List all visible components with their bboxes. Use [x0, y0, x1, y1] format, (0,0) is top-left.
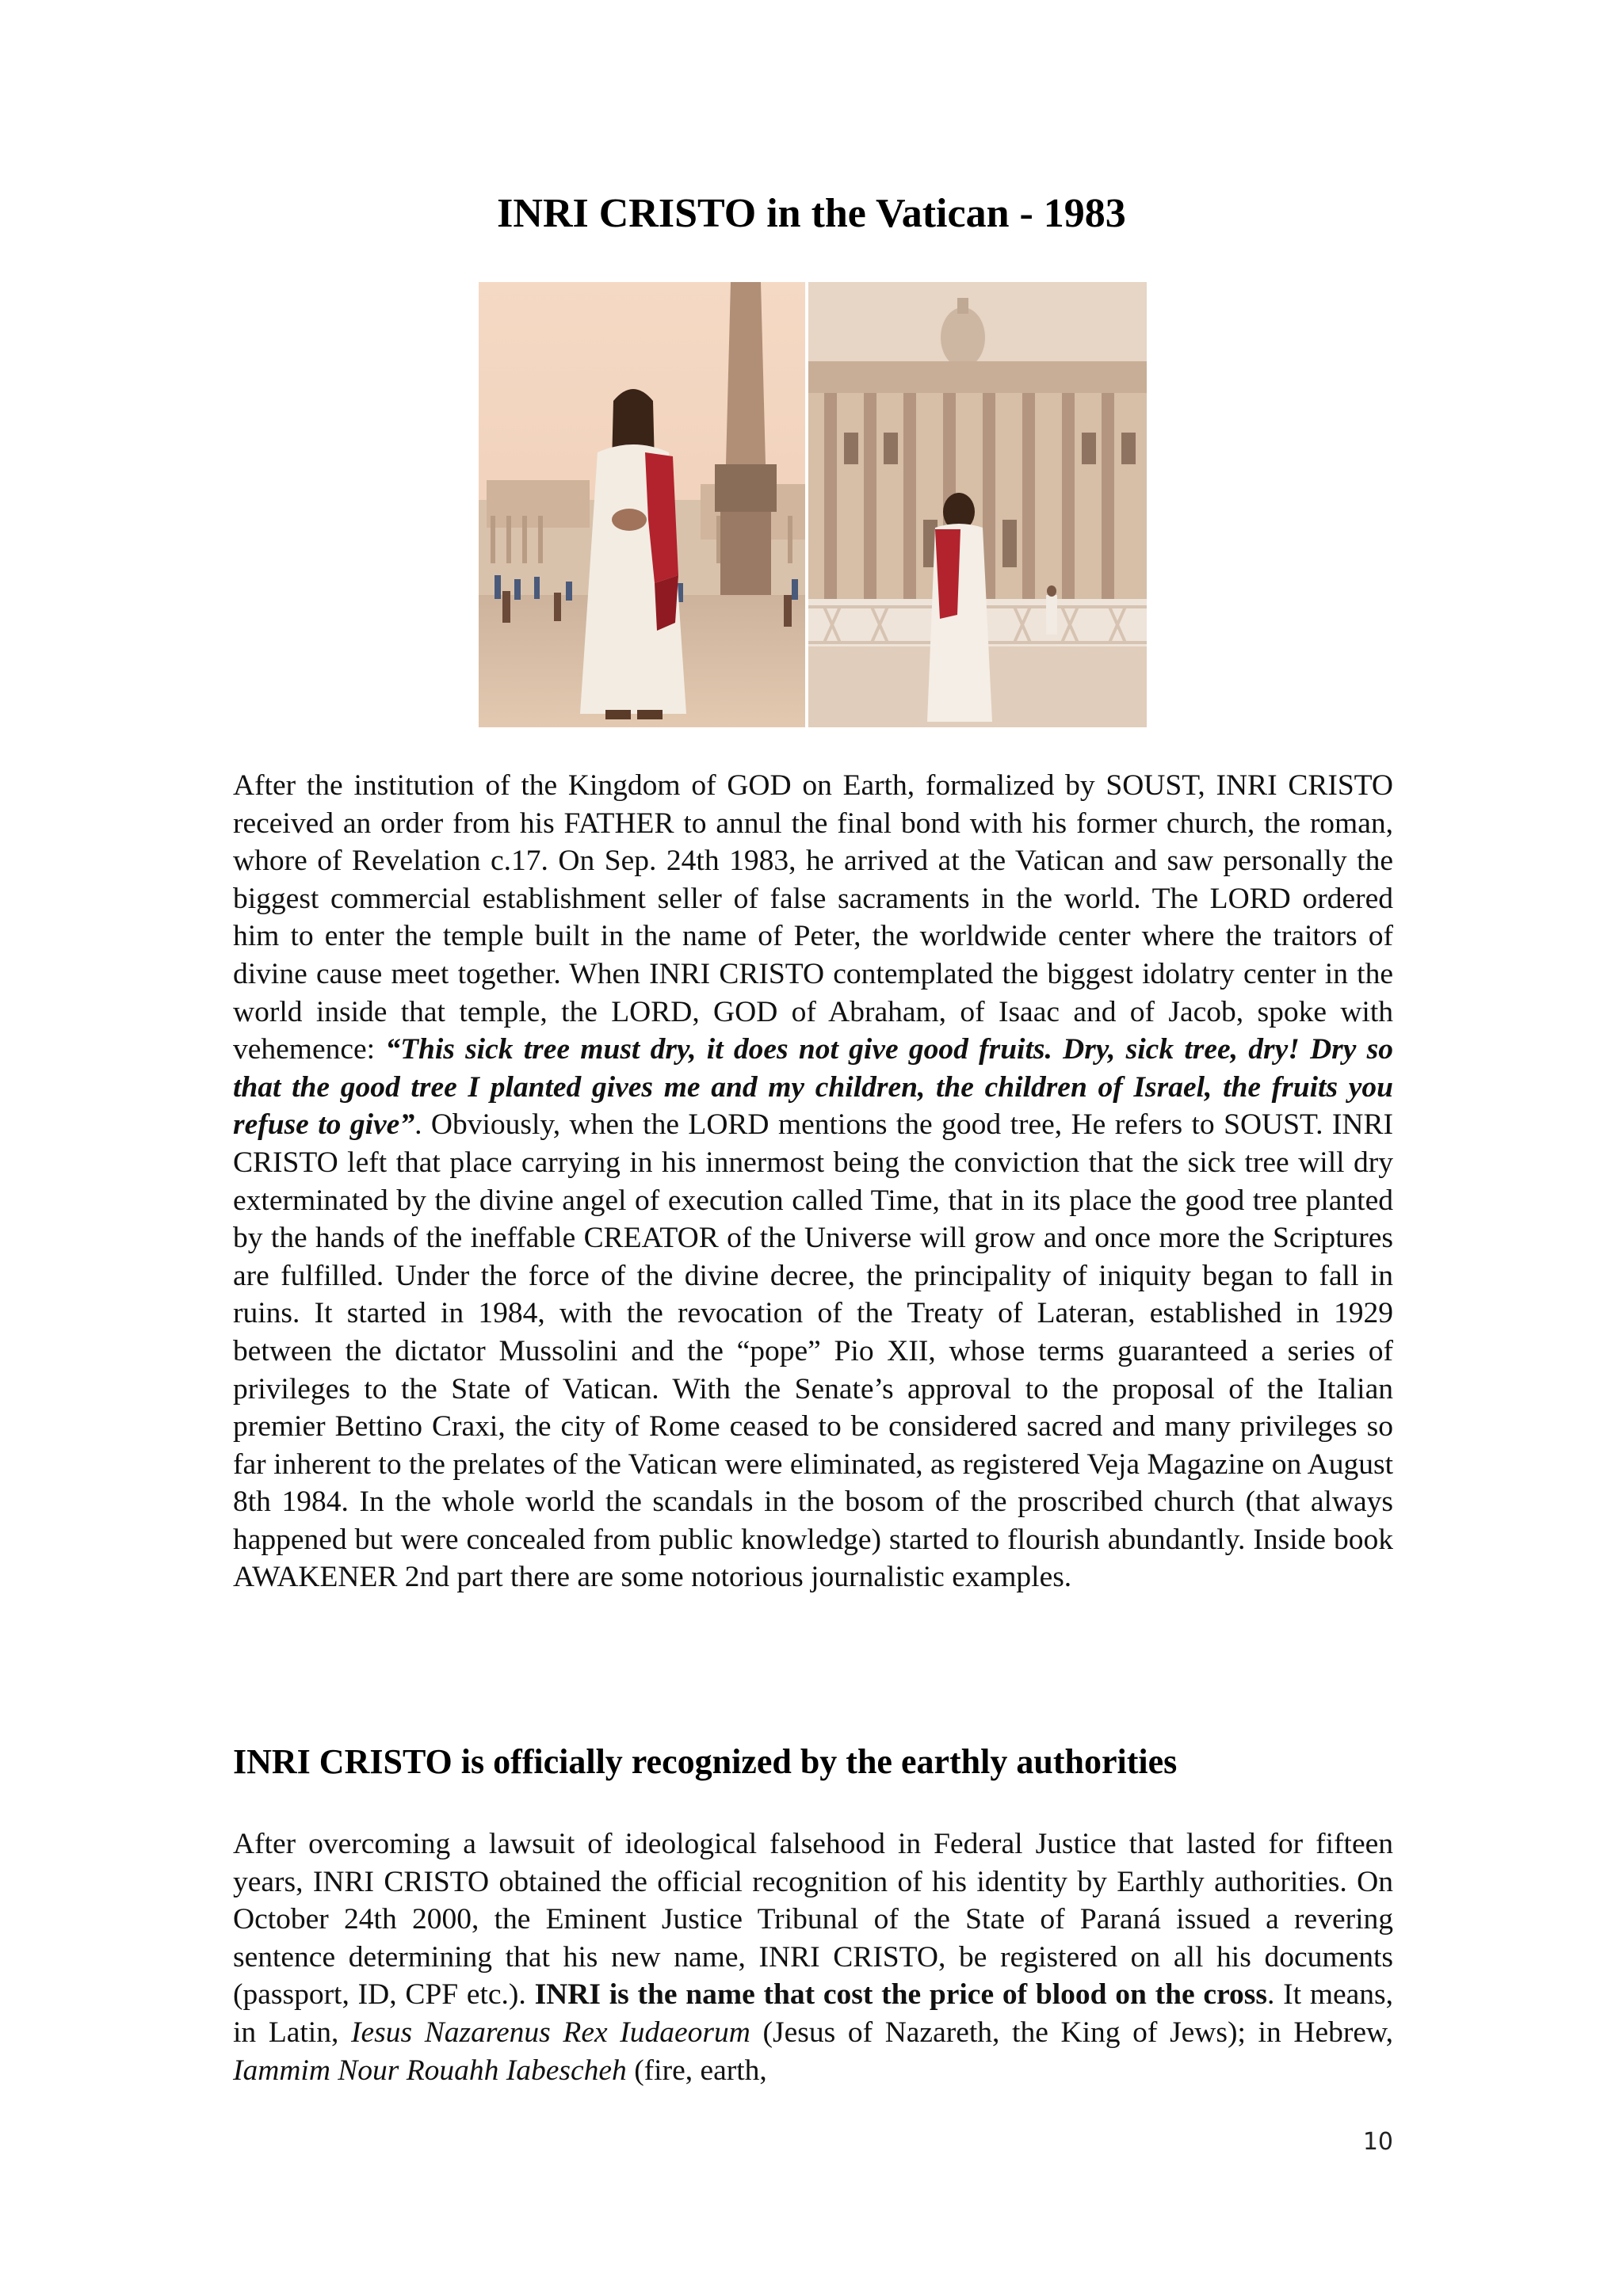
paragraph-vatican-part2: . Obviously, when the LORD mentions the good tree, He refers to SOUST. INRI CRISTO left that place carrying in his innermost being the conviction that the sick tree will dry exterminated by the divine angel of execution called Time, that in its place the good tree planted by the hands of the ineffable CREATOR of the Universe will grow and once more the Scriptures are fulfilled. Under the force of the divine decree, the principality of iniquity began to fall in ruins. It started in 1984, with the revocation of the Treaty of Lateran, established in 1929 between the dictator Mussolini and the “pope” Pio XII, whose terms guaranteed a series of privileges to the State of Vatican. With the Senate’s approval to the proposal of the Italian premier Bettino Craxi, the city of Rome ceased to be considered sacred and many privileges so far inherent to the prelates of the Vatican were eliminated, as registered Veja Magazine on August 8th 1984. In the whole world the scandals in the bosom of the proscribed church (that always happened but were concealed from public knowledge) started to flourish abundantly. Inside book AWAKENER 2nd part there are some notorious journalistic examples.	[233, 1108, 1393, 1594]
paragraph-vatican-part1: After the institution of the Kingdom of GOD on Earth, formalized by SOUST, INRI CRISTO received an order from his FATHER to annul the final bond with his former church, the roman, whore of Revelation c.17. On Sep. 24th 1983, he arrived at the Vatican and saw personally the biggest commercial establishment seller of false sacraments in the world. The LORD ordered him to enter the temple built in the name of Peter, the worldwide center where the traitors of divine cause meet together. When INRI CRISTO contemplated the biggest idolatry center in the world inside that temple, the LORD, GOD of Abraham, of Isaac and of Jacob, spoke with vehemence:	[233, 769, 1393, 1066]
paragraph-recognition-part1: After overcoming a lawsuit of ideological falsehood in Federal Justice that lasted for fifteen years, INRI CRISTO obtained the official recognition of his identity by Earthly authorities. On October 24th 2000, the Eminent Justice Tribunal of the State of Paraná issued a revering sentence determining that his new name, INRI CRISTO, be registered on all his documents (passport, ID, CPF etc.).	[233, 1828, 1393, 2012]
page-number: 10	[1362, 2128, 1393, 2156]
photo-obelisk-square	[479, 282, 805, 727]
photo-pair	[479, 282, 1147, 727]
section-heading-recognition: INRI CRISTO is officially recognized by the earthly authorities	[233, 1742, 1178, 1781]
photo-st-peters-facade	[808, 282, 1147, 727]
paragraph-recognition-part4: (fire, earth,	[626, 2054, 767, 2087]
paragraph-recognition	[233, 1825, 1393, 2089]
hebrew-phrase: Iammim Nour Rouahh Iabescheh	[233, 2054, 627, 2087]
page-title: INRI CRISTO in the Vatican - 1983	[497, 191, 1126, 236]
divine-quote: “This sick tree must dry, it does not give good fruits. Dry, sick tree, dry! Dry so that the good tree I planted gives me and my children, the children of Israel, the fruits you refuse to give”	[233, 1033, 1393, 1142]
bold-statement: INRI is the name that cost the price of blood on the cross	[534, 1978, 1267, 2012]
paragraph-recognition-part2: . It means, in Latin,	[233, 1978, 1393, 2049]
paragraph-recognition-part3: (Jesus of Nazareth, the King of Jews); in Hebrew,	[750, 2016, 1393, 2049]
latin-phrase: Iesus Nazarenus Rex Iudaeorum	[351, 2016, 750, 2049]
paragraph-vatican	[233, 767, 1393, 1596]
